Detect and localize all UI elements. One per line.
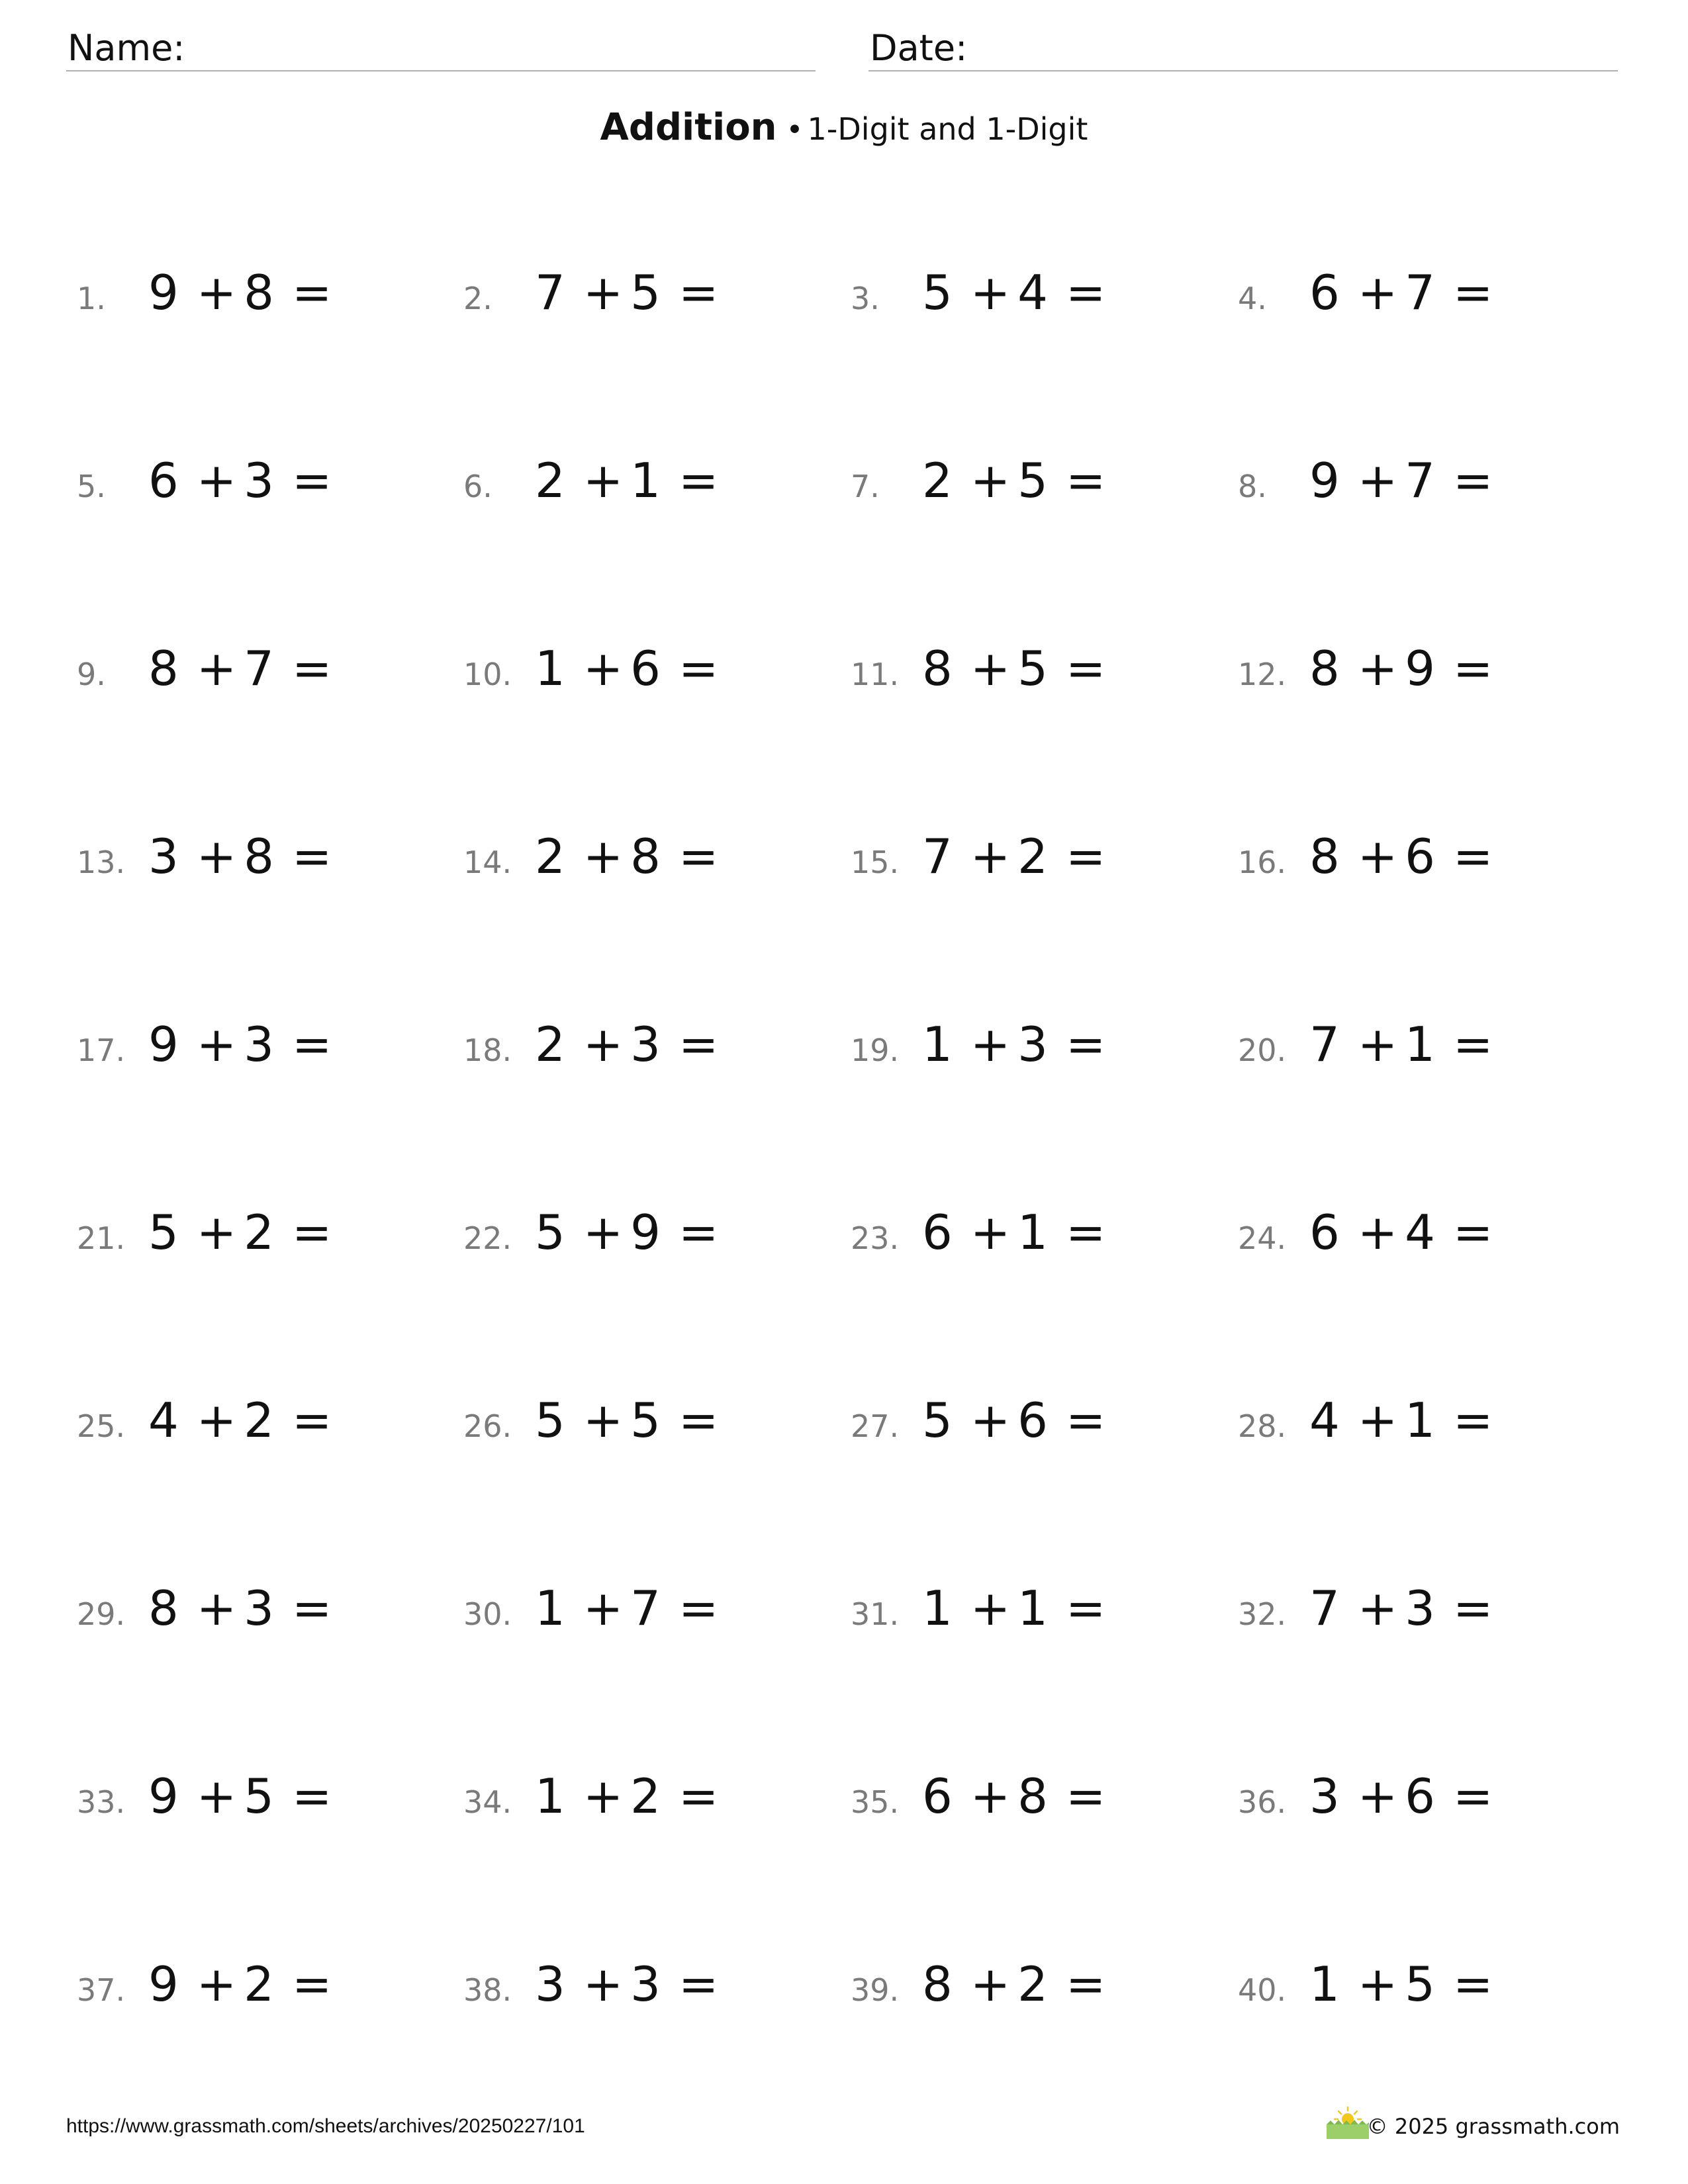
- problem-item: [77, 1392, 447, 1472]
- problem-item: [1238, 1768, 1609, 1848]
- addend-b: 8: [244, 829, 275, 884]
- problem-number: 10.: [463, 657, 512, 692]
- problem-expression: [1309, 829, 1493, 884]
- plus-operator: +: [1357, 1205, 1399, 1260]
- problem-expression: [1309, 1956, 1493, 2012]
- addend-b: 1: [1405, 1392, 1436, 1448]
- plus-operator: +: [583, 641, 624, 696]
- equals-sign: =: [1065, 1956, 1107, 2012]
- problem-expression: [148, 453, 332, 508]
- addend-a: 5: [922, 1392, 953, 1448]
- plus-operator: +: [583, 265, 624, 320]
- plus-operator: +: [196, 1205, 238, 1260]
- problem-number: 35.: [851, 1784, 900, 1820]
- plus-operator: +: [1357, 1392, 1399, 1448]
- problem-expression: [922, 1205, 1106, 1260]
- addend-b: 1: [630, 453, 661, 508]
- addend-b: 5: [1405, 1956, 1436, 2012]
- addend-a: 1: [1309, 1956, 1340, 2012]
- problem-item: [463, 1956, 834, 2036]
- addend-b: 1: [1017, 1205, 1049, 1260]
- addend-a: 9: [148, 265, 179, 320]
- problem-item: [463, 829, 834, 908]
- plus-operator: +: [196, 1017, 238, 1072]
- equals-sign: =: [291, 265, 333, 320]
- problem-number: 39.: [851, 1972, 900, 2008]
- plus-operator: +: [583, 1768, 624, 1824]
- plus-operator: +: [970, 1768, 1011, 1824]
- problem-expression: [535, 453, 719, 508]
- addend-a: 8: [1309, 641, 1340, 696]
- problem-expression: [148, 1017, 332, 1072]
- equals-sign: =: [1452, 1580, 1494, 1636]
- problem-expression: [922, 453, 1106, 508]
- problem-item: [77, 453, 447, 532]
- addend-a: 7: [922, 829, 953, 884]
- addend-b: 4: [1017, 265, 1049, 320]
- addend-a: 2: [535, 453, 566, 508]
- equals-sign: =: [291, 641, 333, 696]
- problem-expression: [535, 1205, 719, 1260]
- problem-number: 14.: [463, 844, 512, 880]
- equals-sign: =: [1065, 1580, 1107, 1636]
- problem-item: [77, 1580, 447, 1660]
- problem-number: 3.: [851, 281, 880, 316]
- problem-item: [851, 641, 1221, 720]
- problem-number: 4.: [1238, 281, 1267, 316]
- grass-sun-logo-icon: [1324, 2105, 1372, 2140]
- problem-item: [463, 641, 834, 720]
- equals-sign: =: [678, 641, 720, 696]
- problem-expression: [535, 1580, 719, 1636]
- problem-expression: [535, 829, 719, 884]
- problem-expression: [1309, 265, 1493, 320]
- equals-sign: =: [678, 1956, 720, 2012]
- problem-number: 23.: [851, 1220, 900, 1256]
- problem-expression: [148, 829, 332, 884]
- problem-item: [1238, 1580, 1609, 1660]
- addend-a: 1: [535, 641, 566, 696]
- plus-operator: +: [196, 1392, 238, 1448]
- problem-number: 32.: [1238, 1596, 1287, 1632]
- equals-sign: =: [1452, 1768, 1494, 1824]
- equals-sign: =: [678, 265, 720, 320]
- equals-sign: =: [1065, 265, 1107, 320]
- addend-b: 7: [1405, 453, 1436, 508]
- problem-number: 24.: [1238, 1220, 1287, 1256]
- problem-item: [463, 453, 834, 532]
- addend-a: 8: [1309, 829, 1340, 884]
- problem-expression: [535, 1956, 719, 2012]
- problem-item: [851, 829, 1221, 908]
- addend-b: 5: [630, 265, 661, 320]
- problem-item: [77, 829, 447, 908]
- equals-sign: =: [1452, 453, 1494, 508]
- addend-b: 2: [630, 1768, 661, 1824]
- problem-number: 25.: [77, 1408, 126, 1444]
- addend-a: 5: [535, 1205, 566, 1260]
- problem-expression: [148, 265, 332, 320]
- problem-expression: [922, 641, 1106, 696]
- addend-b: 2: [244, 1205, 275, 1260]
- equals-sign: =: [678, 1768, 720, 1824]
- addend-a: 1: [922, 1017, 953, 1072]
- plus-operator: +: [583, 1956, 624, 2012]
- addend-b: 3: [1017, 1017, 1049, 1072]
- problem-number: 11.: [851, 657, 900, 692]
- addend-a: 8: [922, 1956, 953, 2012]
- equals-sign: =: [291, 1580, 333, 1636]
- equals-sign: =: [1065, 641, 1107, 696]
- equals-sign: =: [291, 1205, 333, 1260]
- addend-a: 7: [535, 265, 566, 320]
- addend-b: 4: [1405, 1205, 1436, 1260]
- problem-number: 33.: [77, 1784, 126, 1820]
- equals-sign: =: [678, 1392, 720, 1448]
- problem-expression: [922, 1017, 1106, 1072]
- plus-operator: +: [196, 1956, 238, 2012]
- problem-number: 20.: [1238, 1032, 1287, 1068]
- addend-b: 8: [1017, 1768, 1049, 1824]
- addend-a: 2: [922, 453, 953, 508]
- plus-operator: +: [196, 1768, 238, 1824]
- addend-a: 9: [148, 1017, 179, 1072]
- problem-item: [1238, 829, 1609, 908]
- equals-sign: =: [1452, 265, 1494, 320]
- addend-b: 5: [1017, 453, 1049, 508]
- problem-expression: [1309, 1580, 1493, 1636]
- equals-sign: =: [1452, 1205, 1494, 1260]
- problem-expression: [535, 265, 719, 320]
- addend-a: 9: [148, 1956, 179, 2012]
- problem-item: [77, 1017, 447, 1096]
- plus-operator: +: [970, 1956, 1011, 2012]
- plus-operator: +: [583, 1580, 624, 1636]
- date-label: Date:: [870, 27, 968, 69]
- problem-item: [77, 1956, 447, 2036]
- addend-b: 5: [1017, 641, 1049, 696]
- problem-expression: [535, 1768, 719, 1824]
- plus-operator: +: [583, 453, 624, 508]
- equals-sign: =: [1065, 1768, 1107, 1824]
- problem-item: [1238, 1956, 1609, 2036]
- equals-sign: =: [678, 829, 720, 884]
- plus-operator: +: [1357, 1580, 1399, 1636]
- equals-sign: =: [1065, 1017, 1107, 1072]
- plus-operator: +: [970, 1580, 1011, 1636]
- problem-item: [851, 1017, 1221, 1096]
- problem-expression: [922, 1956, 1106, 2012]
- problem-item: [463, 265, 834, 344]
- addend-a: 9: [1309, 453, 1340, 508]
- title-main: Addition: [600, 106, 777, 149]
- problem-item: [77, 265, 447, 344]
- addend-a: 7: [1309, 1017, 1340, 1072]
- plus-operator: +: [1357, 1768, 1399, 1824]
- problem-expression: [148, 641, 332, 696]
- plus-operator: +: [970, 641, 1011, 696]
- plus-operator: +: [196, 641, 238, 696]
- addend-a: 9: [148, 1768, 179, 1824]
- problem-item: [463, 1205, 834, 1284]
- problem-expression: [535, 1017, 719, 1072]
- plus-operator: +: [196, 829, 238, 884]
- name-label: Name:: [68, 27, 185, 69]
- title-subtitle: 1-Digit and 1-Digit: [807, 111, 1088, 147]
- problem-item: [851, 1580, 1221, 1660]
- addend-b: 2: [244, 1392, 275, 1448]
- addend-a: 3: [148, 829, 179, 884]
- problem-number: 13.: [77, 844, 126, 880]
- problem-expression: [148, 1956, 332, 2012]
- plus-operator: +: [970, 1205, 1011, 1260]
- problem-number: 1.: [77, 281, 106, 316]
- equals-sign: =: [291, 1017, 333, 1072]
- addend-a: 2: [535, 829, 566, 884]
- addend-a: 6: [148, 453, 179, 508]
- problem-item: [463, 1768, 834, 1848]
- problem-expression: [922, 829, 1106, 884]
- addend-b: 1: [1405, 1017, 1436, 1072]
- problem-item: [463, 1580, 834, 1660]
- addend-b: 7: [244, 641, 275, 696]
- problem-number: 22.: [463, 1220, 512, 1256]
- equals-sign: =: [1065, 1205, 1107, 1260]
- plus-operator: +: [1357, 265, 1399, 320]
- addend-b: 2: [244, 1956, 275, 2012]
- plus-operator: +: [1357, 829, 1399, 884]
- equals-sign: =: [1065, 829, 1107, 884]
- addend-b: 3: [630, 1956, 661, 2012]
- problem-item: [851, 265, 1221, 344]
- problem-item: [1238, 1205, 1609, 1284]
- equals-sign: =: [678, 1580, 720, 1636]
- problem-number: 9.: [77, 657, 106, 692]
- problem-number: 15.: [851, 844, 900, 880]
- problem-number: 16.: [1238, 844, 1287, 880]
- addend-a: 6: [922, 1768, 953, 1824]
- problem-expression: [148, 1392, 332, 1448]
- plus-operator: +: [1357, 1017, 1399, 1072]
- problem-number: 21.: [77, 1220, 126, 1256]
- addend-b: 3: [1405, 1580, 1436, 1636]
- title-separator: •: [786, 113, 804, 147]
- addend-b: 9: [630, 1205, 661, 1260]
- problem-number: 26.: [463, 1408, 512, 1444]
- problem-item: [1238, 1392, 1609, 1472]
- equals-sign: =: [1065, 1392, 1107, 1448]
- addend-a: 8: [148, 1580, 179, 1636]
- addend-b: 8: [630, 829, 661, 884]
- plus-operator: +: [1357, 453, 1399, 508]
- addend-b: 5: [244, 1768, 275, 1824]
- addend-b: 9: [1405, 641, 1436, 696]
- plus-operator: +: [1357, 1956, 1399, 2012]
- problem-expression: [1309, 453, 1493, 508]
- problem-item: [851, 453, 1221, 532]
- plus-operator: +: [970, 1017, 1011, 1072]
- problem-expression: [922, 1580, 1106, 1636]
- plus-operator: +: [583, 829, 624, 884]
- addend-a: 6: [1309, 1205, 1340, 1260]
- addend-b: 3: [630, 1017, 661, 1072]
- addend-a: 2: [535, 1017, 566, 1072]
- problem-expression: [922, 1768, 1106, 1824]
- addend-b: 6: [1017, 1392, 1049, 1448]
- problem-number: 19.: [851, 1032, 900, 1068]
- problem-item: [1238, 641, 1609, 720]
- problem-number: 12.: [1238, 657, 1287, 692]
- equals-sign: =: [1452, 1392, 1494, 1448]
- problem-item: [1238, 265, 1609, 344]
- problem-expression: [535, 641, 719, 696]
- problem-item: [463, 1017, 834, 1096]
- problem-number: 31.: [851, 1596, 900, 1632]
- addend-b: 1: [1017, 1580, 1049, 1636]
- addend-a: 6: [922, 1205, 953, 1260]
- problem-item: [77, 641, 447, 720]
- plus-operator: +: [196, 453, 238, 508]
- problem-number: 2.: [463, 281, 492, 316]
- addend-b: 6: [630, 641, 661, 696]
- addend-a: 6: [1309, 265, 1340, 320]
- equals-sign: =: [1452, 829, 1494, 884]
- addend-b: 8: [244, 265, 275, 320]
- addend-b: 3: [244, 453, 275, 508]
- problem-number: 6.: [463, 469, 492, 504]
- problem-item: [851, 1956, 1221, 2036]
- equals-sign: =: [291, 829, 333, 884]
- plus-operator: +: [583, 1017, 624, 1072]
- problem-number: 5.: [77, 469, 106, 504]
- problem-expression: [535, 1392, 719, 1448]
- addend-a: 1: [535, 1768, 566, 1824]
- problem-number: 29.: [77, 1596, 126, 1632]
- equals-sign: =: [291, 1956, 333, 2012]
- problem-expression: [1309, 1205, 1493, 1260]
- problem-number: 30.: [463, 1596, 512, 1632]
- addend-b: 6: [1405, 1768, 1436, 1824]
- plus-operator: +: [196, 1580, 238, 1636]
- footer-url: https://www.grassmath.com/sheets/archives/20250227/101: [66, 2115, 585, 2137]
- equals-sign: =: [1452, 641, 1494, 696]
- plus-operator: +: [196, 265, 238, 320]
- problem-item: [1238, 453, 1609, 532]
- plus-operator: +: [970, 829, 1011, 884]
- equals-sign: =: [678, 1205, 720, 1260]
- addend-a: 4: [148, 1392, 179, 1448]
- addend-a: 1: [535, 1580, 566, 1636]
- plus-operator: +: [583, 1392, 624, 1448]
- equals-sign: =: [678, 453, 720, 508]
- problem-number: 18.: [463, 1032, 512, 1068]
- plus-operator: +: [970, 1392, 1011, 1448]
- problem-number: 38.: [463, 1972, 512, 2008]
- plus-operator: +: [970, 453, 1011, 508]
- problem-expression: [922, 265, 1106, 320]
- problem-expression: [1309, 641, 1493, 696]
- addend-a: 3: [535, 1956, 566, 2012]
- problem-expression: [148, 1205, 332, 1260]
- problem-item: [851, 1392, 1221, 1472]
- addend-a: 1: [922, 1580, 953, 1636]
- plus-operator: +: [1357, 641, 1399, 696]
- addend-a: 5: [148, 1205, 179, 1260]
- footer-copyright: © 2025 grassmath.com: [1366, 2114, 1620, 2139]
- problem-number: 17.: [77, 1032, 126, 1068]
- problem-item: [463, 1392, 834, 1472]
- problem-number: 34.: [463, 1784, 512, 1820]
- problem-number: 36.: [1238, 1784, 1287, 1820]
- addend-a: 8: [148, 641, 179, 696]
- problem-item: [77, 1205, 447, 1284]
- problem-item: [851, 1205, 1221, 1284]
- problem-expression: [148, 1580, 332, 1636]
- addend-a: 8: [922, 641, 953, 696]
- equals-sign: =: [678, 1017, 720, 1072]
- equals-sign: =: [1065, 453, 1107, 508]
- addend-b: 2: [1017, 1956, 1049, 2012]
- problem-number: 7.: [851, 469, 880, 504]
- problem-number: 28.: [1238, 1408, 1287, 1444]
- problem-number: 8.: [1238, 469, 1267, 504]
- addend-b: 7: [1405, 265, 1436, 320]
- addend-b: 2: [1017, 829, 1049, 884]
- problem-item: [851, 1768, 1221, 1848]
- addend-a: 5: [535, 1392, 566, 1448]
- addend-a: 7: [1309, 1580, 1340, 1636]
- addend-b: 6: [1405, 829, 1436, 884]
- problem-number: 37.: [77, 1972, 126, 2008]
- equals-sign: =: [291, 1392, 333, 1448]
- problem-expression: [1309, 1392, 1493, 1448]
- addend-a: 4: [1309, 1392, 1340, 1448]
- equals-sign: =: [1452, 1017, 1494, 1072]
- plus-operator: +: [970, 265, 1011, 320]
- problem-number: 27.: [851, 1408, 900, 1444]
- problem-expression: [148, 1768, 332, 1824]
- addend-a: 5: [922, 265, 953, 320]
- problem-item: [1238, 1017, 1609, 1096]
- equals-sign: =: [291, 453, 333, 508]
- problem-expression: [1309, 1768, 1493, 1824]
- problem-expression: [1309, 1017, 1493, 1072]
- problem-number: 40.: [1238, 1972, 1287, 2008]
- equals-sign: =: [1452, 1956, 1494, 2012]
- addend-a: 3: [1309, 1768, 1340, 1824]
- problem-expression: [922, 1392, 1106, 1448]
- problem-item: [77, 1768, 447, 1848]
- addend-b: 3: [244, 1580, 275, 1636]
- equals-sign: =: [291, 1768, 333, 1824]
- addend-b: 7: [630, 1580, 661, 1636]
- addend-b: 3: [244, 1017, 275, 1072]
- addend-b: 5: [630, 1392, 661, 1448]
- plus-operator: +: [583, 1205, 624, 1260]
